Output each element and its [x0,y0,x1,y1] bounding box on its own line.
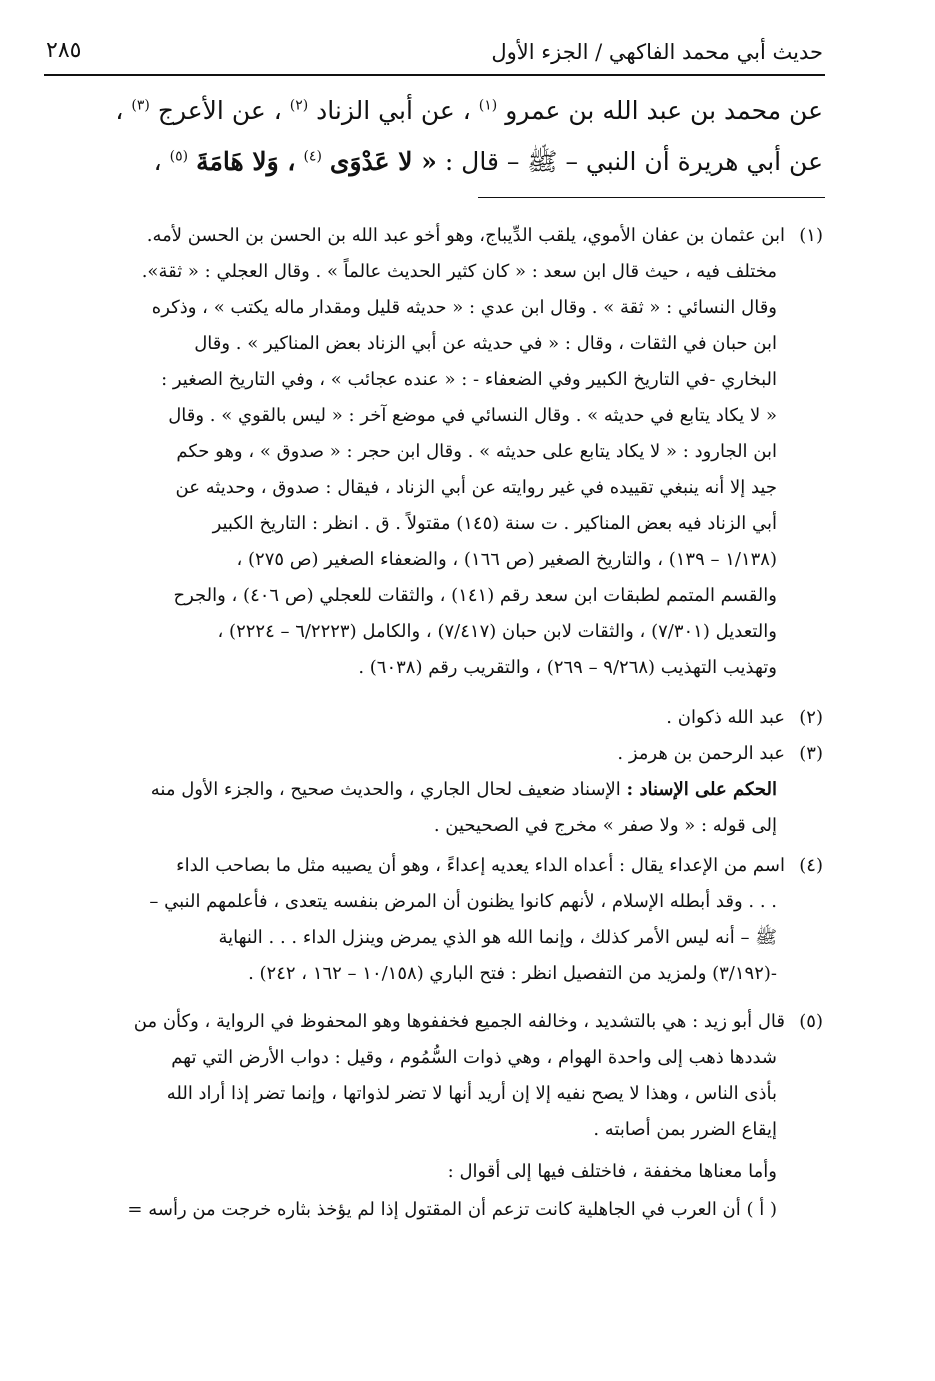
isnad-text: عن أبي هريرة أن النبي – ﷺ – قال : [444,147,823,176]
page-number: ٢٨٥ [46,38,82,63]
footnote-1-line: مختلف فيه ، حيث قال ابن سعد : « كان كثير الحديث عالماً » . وقال العجلي : « ثقة». [141,261,777,282]
footnote-4-line: (٤)اسم من الإعداء يقال : أعداه الداء يعديه إعداءً ، وهو أن يصيبه مثل ما بصاحب الداء [111,848,823,884]
footnote-1-line: البخاري -في التاريخ الكبير وفي الضعفاء - : « عنده عجائب » ، وفي التاريخ الصغير : [161,369,777,390]
hadith-line-2 [133,146,823,183]
footnote-ref-2[interactable]: (٢) [289,97,309,114]
footnote-1-line: والتعديل (٧/٣٠١) ، والثقات لابن حبان (٧/٤١٧) ، والكامل (٦/٢٢٢٣ – ٢٢٢٤) ، [217,621,777,642]
footnote-1-line: ابن الجارود : « لا يكاد يتابع على حديثه » . وقال ابن حجر : « صدوق » ، وهو حكم [176,441,777,462]
header-rule [44,74,825,76]
isnad-text: ، [115,96,124,125]
ruling-text: الإسناد ضعيف لحال الجاري ، والحديث صحيح ، والجزء الأول منه [150,779,621,800]
footnote-5-line: بأذى الناس ، وهذا لا يصح نفيه إلا إن أريد أنها لا تضر لذواتها ، وإنما تضر إذا أراد الله [166,1083,777,1104]
footnote-5-line: شددها ذهب إلى واحدة الهوام ، وهي ذوات السُّمُوم ، وقيل : دواب الأرض التي تهم [171,1047,777,1068]
footnote-1-line: (١)ابن عثمان بن عفان الأموي، يلقب الدِّيباج، وهو أخو عبد الله بن الحسن بن الحسن لأمه. [111,218,823,254]
matn-text: « لا عَدْوَى [329,147,437,176]
footnote-5-line: (٥)قال أبو زيد : هي بالتشديد ، وخالفه الجميع فخففوها وهو المحفوظ في الرواية ، وكأن من [111,1004,823,1040]
footnote-3-line: (٣)عبد الرحمن بن هرمز . [111,736,823,772]
footnote-ref-3[interactable]: (٣) [131,97,150,114]
footnote-4-line: . . . وقد أبطله الإسلام ، لأنهم كانوا يظنون أن المرض بنفسه يتعدى ، فأعلمهم النبي – [149,891,777,912]
footnote-5-line: ( أ ) أن العرب في الجاهلية كانت تزعم أن المقتول إذا لم يؤخذ بثاره خرجت من رأسه = [127,1199,777,1220]
footnote-4-line: -(٣/١٩٢) ولمزيد من التفصيل انظر : فتح الباري (١٠/١٥٨ – ١٦٢ ، ٢٤٢) . [248,963,777,984]
footnote-ref-5[interactable]: (٥) [169,148,189,165]
footnote-2-line: (٢)عبد الله ذكوان . [111,700,823,736]
footnote-1-number: (١) [799,225,823,246]
isnad-text: ، عن الأعرج [157,96,282,125]
ruling-label: الحكم على الإسناد : [626,779,777,800]
footnote-1-line: أبي الزناد فيه بعض المناكير . ت سنة (١٤٥) مقتولاً . ق . انظر : التاريخ الكبير [212,513,777,534]
footnote-1-line: ابن حبان في الثقات ، وقال : « في حديثه عن أبي الزناد بعض المناكير » . وقال [194,333,777,354]
footnote-separator [478,197,825,198]
isnad-text: ، [153,147,162,176]
ruling-line [111,772,777,808]
footnote-1-line: والقسم المتمم لطبقات ابن سعد رقم (١٤١) ، والثقات للعجلي (ص ٤٠٦) ، والجرح [173,585,777,606]
running-header-title: حديث أبي محمد الفاكهي / الجزء الأول [491,40,823,64]
footnote-1-line: جيد إلا أنه ينبغي تقييده في غير روايته عن أبي الزناد ، فيقال : صدوق ، وحديثه عن [175,477,777,498]
footnote-1-line: وتهذيب التهذيب (٩/٢٦٨ – ٢٦٩) ، والتقريب رقم (٦٠٣٨) . [358,657,777,678]
footnote-5-number: (٥) [799,1011,823,1032]
footnote-1-line: (١/١٣٨ – ١٣٩) ، والتاريخ الصغير (ص ١٦٦) ، والضعفاء الصغير (ص ٢٧٥) ، [236,549,777,570]
footnote-2-number: (٢) [799,707,823,728]
footnote-1-line: وقال النسائي : « ثقة » . وقال ابن عدي : « حديثه قليل ومقدار ماله يكتب » ، وذكره [151,297,777,318]
footnote-1-line: « لا يكاد يتابع في حديثه » . وقال النسائي في موضع آخر : « ليس بالقوي » . وقال [168,405,777,426]
footnote-3-number: (٣) [799,743,823,764]
isnad-text: ، عن أبي الزناد [316,96,471,125]
matn-text: ، وَلا هَامَةَ [196,147,296,176]
footnote-ref-4[interactable]: (٤) [303,148,322,165]
isnad-text: عن محمد بن عبد الله بن عمرو [505,96,823,125]
footnote-5-line: إيقاع الضرر بمن أصابته . [593,1119,777,1140]
ruling-line: إلى قوله : « ولا صفر » مخرج في الصحيحين . [433,815,777,836]
hadith-line-1 [115,96,823,125]
footnote-5-line: وأما معناها مخففة ، فاختلف فيها إلى أقوال : [447,1161,777,1182]
footnote-ref-1[interactable]: (١) [478,97,498,114]
footnote-4-line: ﷺ – أنه ليس الأمر كذلك ، وإنما الله هو الذي يمرض وينزل الداء . . . النهاية [218,927,777,948]
footnote-4-number: (٤) [799,855,823,876]
